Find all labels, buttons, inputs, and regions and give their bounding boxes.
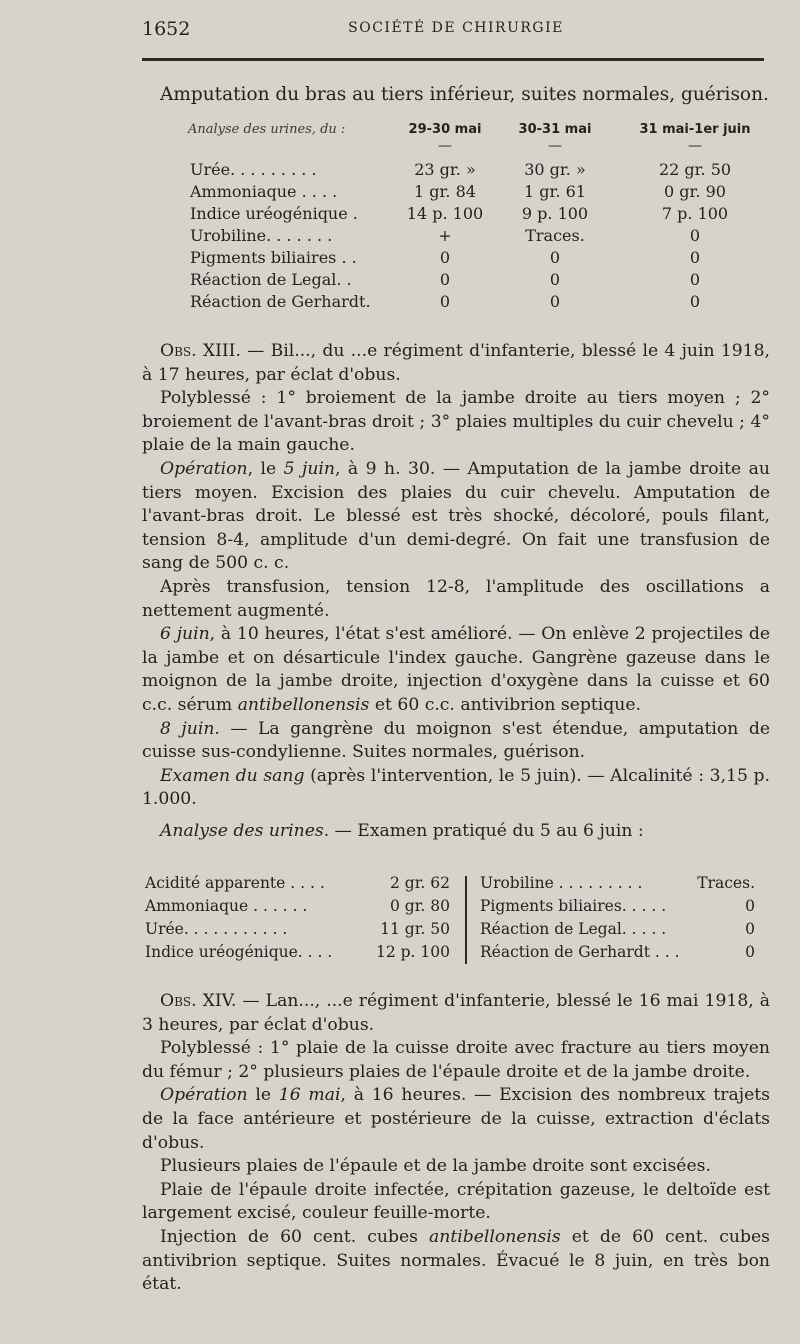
cell-value: 23 gr. » — [414, 160, 476, 179]
cell-value: 0 — [689, 270, 701, 289]
row-label: Urobiline. . . . . . . — [190, 226, 333, 245]
row-label: Urée. . . . . . . . . . . — [145, 920, 288, 938]
cell-value: 0 — [549, 270, 561, 289]
paragraph-text: Injection de 60 cent. cubes — [160, 1226, 430, 1247]
cell-value: 1 gr. 84 — [414, 182, 476, 201]
table-row — [480, 920, 770, 942]
paragraph — [142, 623, 770, 717]
cell-value: 0 — [549, 292, 561, 311]
cell-value: 9 p. 100 — [521, 204, 589, 223]
paragraph: Polyblessé : 1° broiement de la jambe droite au tiers moyen ; 2° broiement de l'avant-bras droit ; 3° plaies multiples du cuir chevelu ; 4° plaie de la main gauche. — [142, 388, 770, 456]
table-row — [480, 874, 770, 896]
cell-value: 12 p. 100 — [375, 943, 450, 961]
urine-table-caption: Analyse des urines, du : — [188, 122, 346, 137]
column-dash: — — [548, 138, 562, 154]
row-label: Réaction de Gerhardt. — [190, 292, 371, 311]
table-row — [145, 943, 465, 965]
paragraph — [142, 458, 770, 576]
cell-value: 7 p. 100 — [661, 204, 729, 223]
table-row — [480, 897, 770, 919]
urine-table-2 — [145, 874, 770, 966]
cell-value: 0 — [745, 897, 755, 915]
row-label: Réaction de Gerhardt . . . — [480, 943, 680, 961]
cell-value: 0 — [549, 248, 561, 267]
paragraph: Plusieurs plaies de l'épaule et de la jambe droite sont excisées. — [160, 1156, 711, 1177]
cell-value: 0 — [745, 943, 755, 961]
column-header: 29-30 mai — [408, 122, 482, 137]
paragraph — [142, 765, 770, 812]
paragraph — [142, 1084, 770, 1155]
table-row — [145, 874, 465, 896]
column-header: 31 mai-1er juin — [639, 122, 751, 137]
paragraph-text: — La gangrène du moignon s'est étendue, amputation de cuisse sus-condylienne. Suites normales, guérison. — [142, 718, 770, 763]
cell-value: 2 gr. 62 — [390, 874, 450, 892]
column-header: 30-31 mai — [518, 122, 592, 137]
row-label: Acidité apparente . . . . — [145, 874, 325, 892]
cell-value: 0 gr. 90 — [664, 182, 726, 201]
paragraph-text: , à 10 heures, l'état s'est amélioré. — On enlève 2 projectiles de la jambe et on désarticule l'index gauche. Gangrène gazeuse dans le moignon de la jambe droite, injection d'oxygène dans la cuisse et 60 c.c. sérum — [142, 624, 770, 715]
observation-13 — [142, 340, 770, 843]
paragraph-text: (après l'intervention, le 5 juin). — Alcalinité : 3,15 p. 1.000. — [142, 765, 770, 810]
cell-value: 22 gr. 50 — [658, 160, 732, 179]
cell-value: 0 — [689, 292, 701, 311]
table-row — [145, 920, 465, 942]
paragraph — [142, 718, 770, 765]
italic-date: 6 juin — [160, 624, 210, 645]
obs-label: Obs. XIII. — [160, 341, 241, 361]
italic-text: Analyse des urines. — [160, 820, 330, 841]
cell-value: Traces. — [697, 874, 755, 892]
paragraph-text: le — [247, 1085, 279, 1106]
row-label: Indice uréogénique . — [190, 204, 358, 223]
paragraph-text: , à 9 h. 30. — Amputation de la jambe droite au tiers moyen. Excision des plaies du cuir chevelu. Amputation de l'avant-bras droit. Le blessé est très shocké, décoloré, pouls filant, tension 8-4, amplitude d'un demi-degré. On fait une transfusion de sang de 500 c. c. — [142, 458, 770, 574]
table-divider — [465, 876, 467, 964]
italic-date: 16 mai — [278, 1085, 341, 1106]
column-dash: — — [438, 138, 452, 154]
cell-value: 0 gr. 80 — [390, 897, 450, 915]
paragraph-text: , à 16 heures. — Excision des nombreux trajets de la face antérieure et postérieure de la cuisse, extraction d'éclats d'obus. — [142, 1085, 770, 1153]
row-label: Ammoniaque . . . . — [190, 182, 338, 201]
italic-text: antibellonensis — [429, 1226, 561, 1247]
row-label: Indice uréogénique. . . . — [145, 943, 333, 961]
paragraph — [142, 1226, 770, 1297]
italic-text: antibellonensis — [237, 694, 370, 715]
paragraph — [142, 990, 770, 1037]
obs-label: Obs. XIV. — [160, 991, 237, 1011]
paragraph-text: — Lan..., ...e régiment d'infanterie, blessé le 16 mai 1918, à 3 heures, par éclat d'obus. — [142, 991, 770, 1035]
table-row — [145, 897, 465, 919]
paragraph: Après transfusion, tension 12-8, l'amplitude des oscillations a nettement augmenté. — [142, 576, 770, 621]
page-number: 1652 — [142, 18, 191, 40]
paragraph-text: et de 60 cent. cubes antivibrion septique. Suites normales. Évacué le 8 juin, en très bon état. — [142, 1226, 770, 1295]
italic-text: Opération — [160, 458, 248, 479]
paragraph: Polyblessé : 1° plaie de la cuisse droite avec fracture au tiers moyen du fémur ; 2° plusieurs plaies de l'épaule droite et de la jambe droite. — [142, 1038, 770, 1082]
row-label: Pigments biliaires . . — [190, 248, 357, 267]
italic-date: 8 juin. — [160, 718, 220, 739]
row-label: Urée. . . . . . . . . — [190, 160, 317, 179]
amputation-title: Amputation du bras au tiers inférieur, suites normales, guérison. — [160, 84, 769, 105]
cell-value: 0 — [439, 292, 451, 311]
cell-value: 0 — [689, 226, 701, 245]
cell-value: 11 gr. 50 — [380, 920, 450, 938]
table-row — [480, 943, 770, 965]
cell-value: 14 p. 100 — [406, 204, 484, 223]
row-label: Pigments biliaires. . . . . — [480, 897, 667, 915]
paragraph-text: , le — [247, 458, 284, 479]
running-title: SOCIÉTÉ DE CHIRURGIE — [348, 20, 564, 36]
header-rule — [142, 58, 764, 61]
cell-value: 0 — [689, 248, 701, 267]
row-label: Urobiline . . . . . . . . . — [480, 874, 643, 892]
cell-value: 0 — [439, 248, 451, 267]
paragraph: Plaie de l'épaule droite infectée, crépitation gazeuse, le deltoïde est largement excisé, couleur feuille-morte. — [142, 1179, 770, 1224]
row-label: Réaction de Legal. . . . . — [480, 920, 667, 938]
cell-value: + — [438, 226, 452, 245]
column-dash: — — [688, 138, 702, 154]
cell-value: 0 — [439, 270, 451, 289]
paragraph — [142, 340, 770, 387]
cell-value: 1 gr. 61 — [524, 182, 586, 201]
cell-value: Traces. — [525, 226, 585, 245]
page-header — [142, 18, 770, 46]
paragraph — [142, 820, 770, 844]
row-label: Ammoniaque . . . . . . — [145, 897, 308, 915]
paragraph-text: et 60 c.c. antivibrion septique. — [369, 694, 641, 715]
cell-value: 30 gr. » — [524, 160, 586, 179]
cell-value: 0 — [745, 920, 755, 938]
italic-text: Opération — [160, 1085, 248, 1106]
italic-date: 5 juin — [283, 458, 335, 479]
observation-14 — [142, 990, 770, 1297]
paragraph-text: — Bil..., du ...e régiment d'infanterie, blessé le 4 juin 1918, à 17 heures, par éclat d'obus. — [142, 341, 770, 385]
row-label: Réaction de Legal. . — [190, 270, 352, 289]
paragraph-text: — Examen pratiqué du 5 au 6 juin : — [329, 820, 644, 841]
italic-text: Examen du sang — [160, 765, 305, 786]
